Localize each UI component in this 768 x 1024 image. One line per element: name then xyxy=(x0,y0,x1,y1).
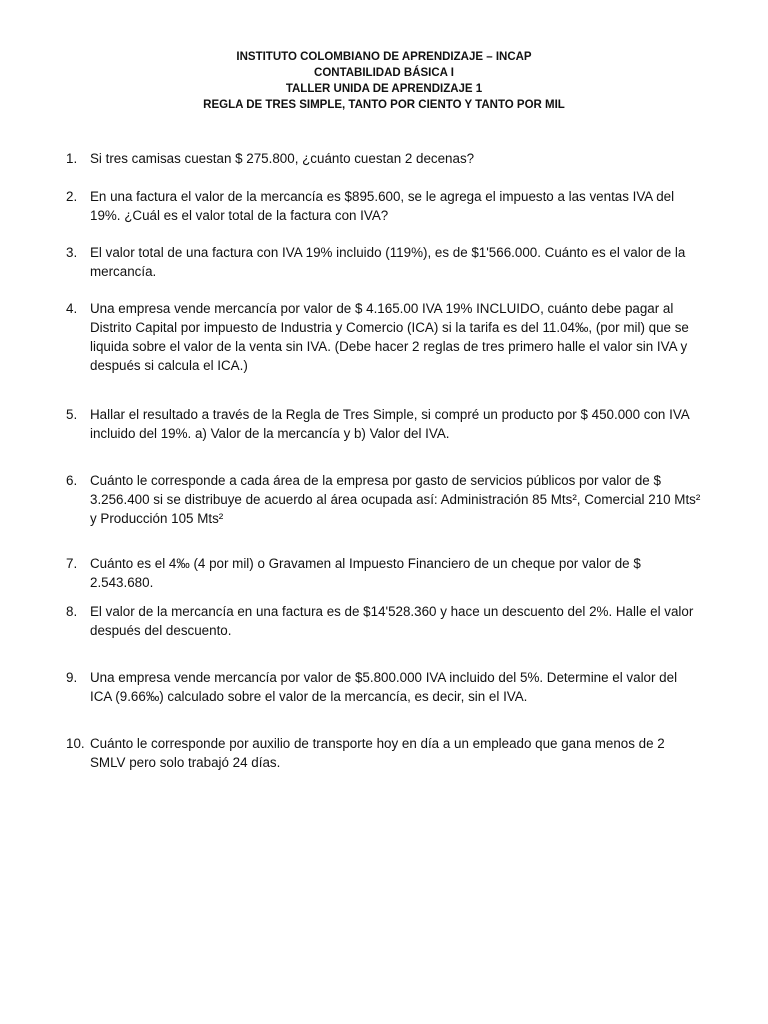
question-number: 5. xyxy=(66,407,78,422)
question-line: Una empresa vende mercancía por valor de $5.800.000 IVA incluido del 5%. Determine el valor del xyxy=(90,670,678,685)
question-text xyxy=(90,734,722,772)
course-title: CONTABILIDAD BÁSICA I xyxy=(314,67,454,79)
question-5 xyxy=(66,405,722,443)
question-8 xyxy=(66,602,722,640)
question-text xyxy=(90,299,722,375)
question-1 xyxy=(66,149,722,168)
question-line: SMLV pero solo trabajó 24 días. xyxy=(90,755,281,770)
topic-title: REGLA DE TRES SIMPLE, TANTO POR CIENTO Y TANTO POR MIL xyxy=(203,99,565,111)
question-line: liquida sobre el valor de la venta sin IVA. (Debe hacer 2 reglas de tres primero halle el valor sin IVA y xyxy=(90,339,688,354)
question-line: En una factura el valor de la mercancía es $895.600, se le agrega el impuesto a las ventas IVA del xyxy=(90,189,675,204)
question-line: Hallar el resultado a través de la Regla de Tres Simple, si compré un producto por $ 450.000 con IVA xyxy=(90,407,690,422)
question-line: Cuánto le corresponde a cada área de la empresa por gasto de servicios públicos por valor de $ xyxy=(90,473,661,488)
question-4 xyxy=(66,299,722,375)
question-line: y Producción 105 Mts² xyxy=(90,511,224,526)
question-10 xyxy=(66,734,722,772)
question-text xyxy=(90,471,722,528)
question-line: Cuánto es el 4‰ (4 por mil) o Gravamen al Impuesto Financiero de un cheque por valor de $ xyxy=(90,556,641,571)
question-text xyxy=(90,243,722,281)
question-9 xyxy=(66,668,722,706)
question-number: 8. xyxy=(66,604,78,619)
question-line: El valor de la mercancía en una factura es de $14'528.360 y hace un descuento del 2%. Halle el valor xyxy=(90,604,694,619)
question-line: ICA (9.66‰) calculado sobre el valor de la mercancía, es decir, sin el IVA. xyxy=(90,689,528,704)
question-text xyxy=(90,668,722,706)
question-line: mercancía. xyxy=(90,264,157,279)
question-line: Una empresa vende mercancía por valor de $ 4.165.00 IVA 19% INCLUIDO, cuánto debe pagar al xyxy=(90,301,674,316)
question-text xyxy=(90,602,722,640)
question-number: 6. xyxy=(66,473,78,488)
question-6 xyxy=(66,471,722,528)
question-number: 3. xyxy=(66,245,78,260)
question-line: El valor total de una factura con IVA 19% incluido (119%), es de $1'566.000. Cuánto es el valor de la xyxy=(90,245,686,260)
question-line: 19%. ¿Cuál es el valor total de la factura con IVA? xyxy=(90,208,389,223)
institution-title: INSTITUTO COLOMBIANO DE APRENDIZAJE – INCAP xyxy=(236,51,532,63)
question-line: después si calcula el ICA.) xyxy=(90,358,248,373)
question-text xyxy=(90,405,722,443)
question-line: Cuánto le corresponde por auxilio de transporte hoy en día a un empleado que gana menos de 2 xyxy=(90,736,665,751)
document-header xyxy=(0,49,768,113)
question-text xyxy=(90,149,722,168)
question-number: 10. xyxy=(66,736,85,751)
question-text xyxy=(90,187,722,225)
workshop-title: TALLER UNIDA DE APRENDIZAJE 1 xyxy=(285,83,483,95)
question-number: 2. xyxy=(66,189,78,204)
question-number: 4. xyxy=(66,301,78,316)
question-line: después del descuento. xyxy=(90,623,232,638)
question-2 xyxy=(66,187,722,225)
question-line: Distrito Capital por impuesto de Industria y Comercio (ICA) si la tarifa es del 11.04‰, (por mil) que se xyxy=(90,320,689,335)
question-number: 9. xyxy=(66,670,78,685)
question-line: 2.543.680. xyxy=(90,575,154,590)
question-line: incluido del 19%. a) Valor de la mercancía y b) Valor del IVA. xyxy=(90,426,450,441)
question-line: Si tres camisas cuestan $ 275.800, ¿cuánto cuestan 2 decenas? xyxy=(90,151,475,166)
question-number: 1. xyxy=(66,151,78,166)
question-7 xyxy=(66,554,722,592)
question-number: 7. xyxy=(66,556,78,571)
question-text xyxy=(90,554,722,592)
question-line: 3.256.400 si se distribuye de acuerdo al área ocupada así: Administración 85 Mts², Comercial 210 Mts² xyxy=(90,492,701,507)
question-3 xyxy=(66,243,722,281)
